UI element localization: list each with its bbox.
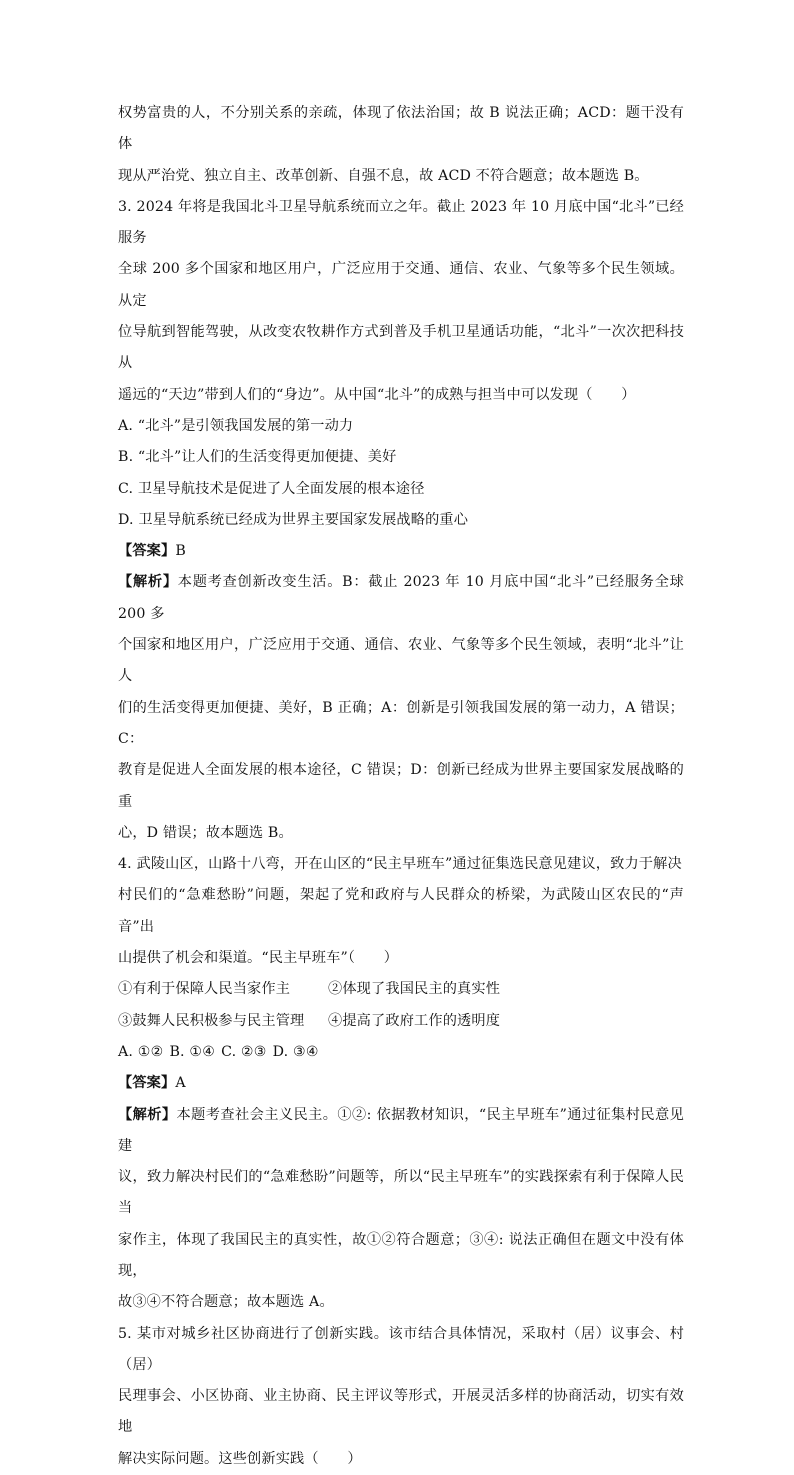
q4-analysis-line: 故③④不符合题意；故本题选 A。 <box>118 1294 334 1311</box>
q5-stem-line: 5. 某市对城乡社区协商进行了创新实践。该市结合具体情况，采取村（居）议事会、村（居） <box>118 1325 684 1373</box>
prev-analysis-line: 现从严治党、独立自主、改革创新、自强不息，故 ACD 不符合题意；故本题选 B。 <box>118 167 649 184</box>
q4-statement-1: ①有利于保障人民当家作主 <box>118 981 291 998</box>
q4-statement-3: ③鼓舞人民积极参与民主管理 <box>118 1012 305 1029</box>
prev-analysis-line: 权势富贵的人，不分别关系的亲疏，体现了依法治国；故 B 说法正确；ACD：题干没有体 <box>118 105 684 153</box>
q3-answer <box>118 536 684 567</box>
q3-analysis-line: 们的生活变得更加便捷、美好，B 正确；A：创新是引领我国发展的第一动力，A 错误；C： <box>118 699 684 747</box>
q4-choice-a: A. ①② <box>118 1043 164 1060</box>
q3-option-b: B. “北斗”让人们的生活变得更加便捷、美好 <box>118 449 397 466</box>
q3-analysis-line: 教育是促进人全面发展的根本途径，C 错误；D：创新已经成为世界主要国家发展战略的重 <box>118 762 684 810</box>
q4-statements-row <box>118 1006 684 1037</box>
q4-stem-line: 4. 武陵山区，山路十八弯，开在山区的“民主早班车”通过征集选民意见建议，致力于解决 <box>118 856 682 873</box>
q3-option-c: C. 卫星导航技术是促进了人全面发展的根本途径 <box>118 480 425 497</box>
q4-analysis-line <box>118 1100 684 1163</box>
q4-choices <box>118 1037 684 1068</box>
q3-analysis-line: 心，D 错误；故本题选 B。 <box>118 824 293 841</box>
q4-answer <box>118 1068 684 1099</box>
answer-value: A <box>175 1075 186 1092</box>
analysis-text: 本题考查社会主义民主。①②: 依据教材知识，“民主早班车”通过征集村民意见建 <box>118 1106 684 1154</box>
q3-stem-line: 3. 2024 年将是我国北斗卫星导航系统而立之年。截止 2023 年 10 月底中国“北斗”已经服务 <box>118 198 684 247</box>
analysis-tag: 【解析】 <box>118 574 178 591</box>
q3-option-a: A. “北斗”是引领我国发展的第一动力 <box>118 417 354 434</box>
q4-statements-row <box>118 974 684 1005</box>
q4-stem-line: 村民们的“急难愁盼”问题，架起了党和政府与人民群众的桥梁，为武陵山区农民的“声音”出 <box>118 887 684 935</box>
answer-tag: 【答案】 <box>118 543 176 560</box>
document-content <box>118 98 684 1475</box>
answer-tag: 【答案】 <box>118 1075 176 1092</box>
q3-stem-line: 全球 200 多个国家和地区用户，广泛应用于交通、通信、农业、气象等多个民生领域。从定 <box>118 261 684 309</box>
answer-value: B <box>175 543 186 560</box>
q3-stem-line: 位导航到智能驾驶，从改变农牧耕作方式到普及手机卫星通话功能，“北斗”一次次把科技从 <box>118 324 684 372</box>
q3-option-d: D. 卫星导航系统已经成为世界主要国家发展战略的重心 <box>118 511 469 528</box>
analysis-tag: 【解析】 <box>118 1106 177 1123</box>
q4-analysis-line: 家作主，体现了我国民主的真实性，故①②符合题意；③④: 说法正确但在题文中没有体现， <box>118 1231 684 1279</box>
q4-choice-c: C. ②③ <box>221 1043 267 1060</box>
q4-stem-line: 山提供了机会和渠道。“民主早班车”（ ） <box>118 950 399 967</box>
q4-statement-4: ④提高了政府工作的透明度 <box>328 1012 501 1029</box>
q4-statement-2: ②体现了我国民主的真实性 <box>328 981 501 998</box>
q3-stem-line: 遥远的“天边”带到人们的“身边”。从中国“北斗”的成熟与担当中可以发现（ ） <box>118 386 636 403</box>
q5-stem-line: 解决实际问题。这些创新实践（ ） <box>118 1450 362 1467</box>
q3-analysis-line: 个国家和地区用户，广泛应用于交通、通信、农业、气象等多个民生领域，表明“北斗”让人 <box>118 637 684 685</box>
q4-choice-b: B. ①④ <box>169 1043 216 1060</box>
analysis-text: 本题考查创新改变生活。B：截止 2023 年 10 月底中国“北斗”已经服务全球 200 多 <box>118 574 684 622</box>
q5-stem-line: 民理事会、小区协商、业主协商、民主评议等形式，开展灵活多样的协商活动，切实有效地 <box>118 1388 684 1436</box>
q3-analysis-line <box>118 567 684 630</box>
q4-choice-d: D. ③④ <box>272 1043 319 1060</box>
q4-analysis-line: 议，致力解决村民们的“急难愁盼”问题等，所以“民主早班车”的实践探索有利于保障人民当 <box>118 1169 684 1217</box>
